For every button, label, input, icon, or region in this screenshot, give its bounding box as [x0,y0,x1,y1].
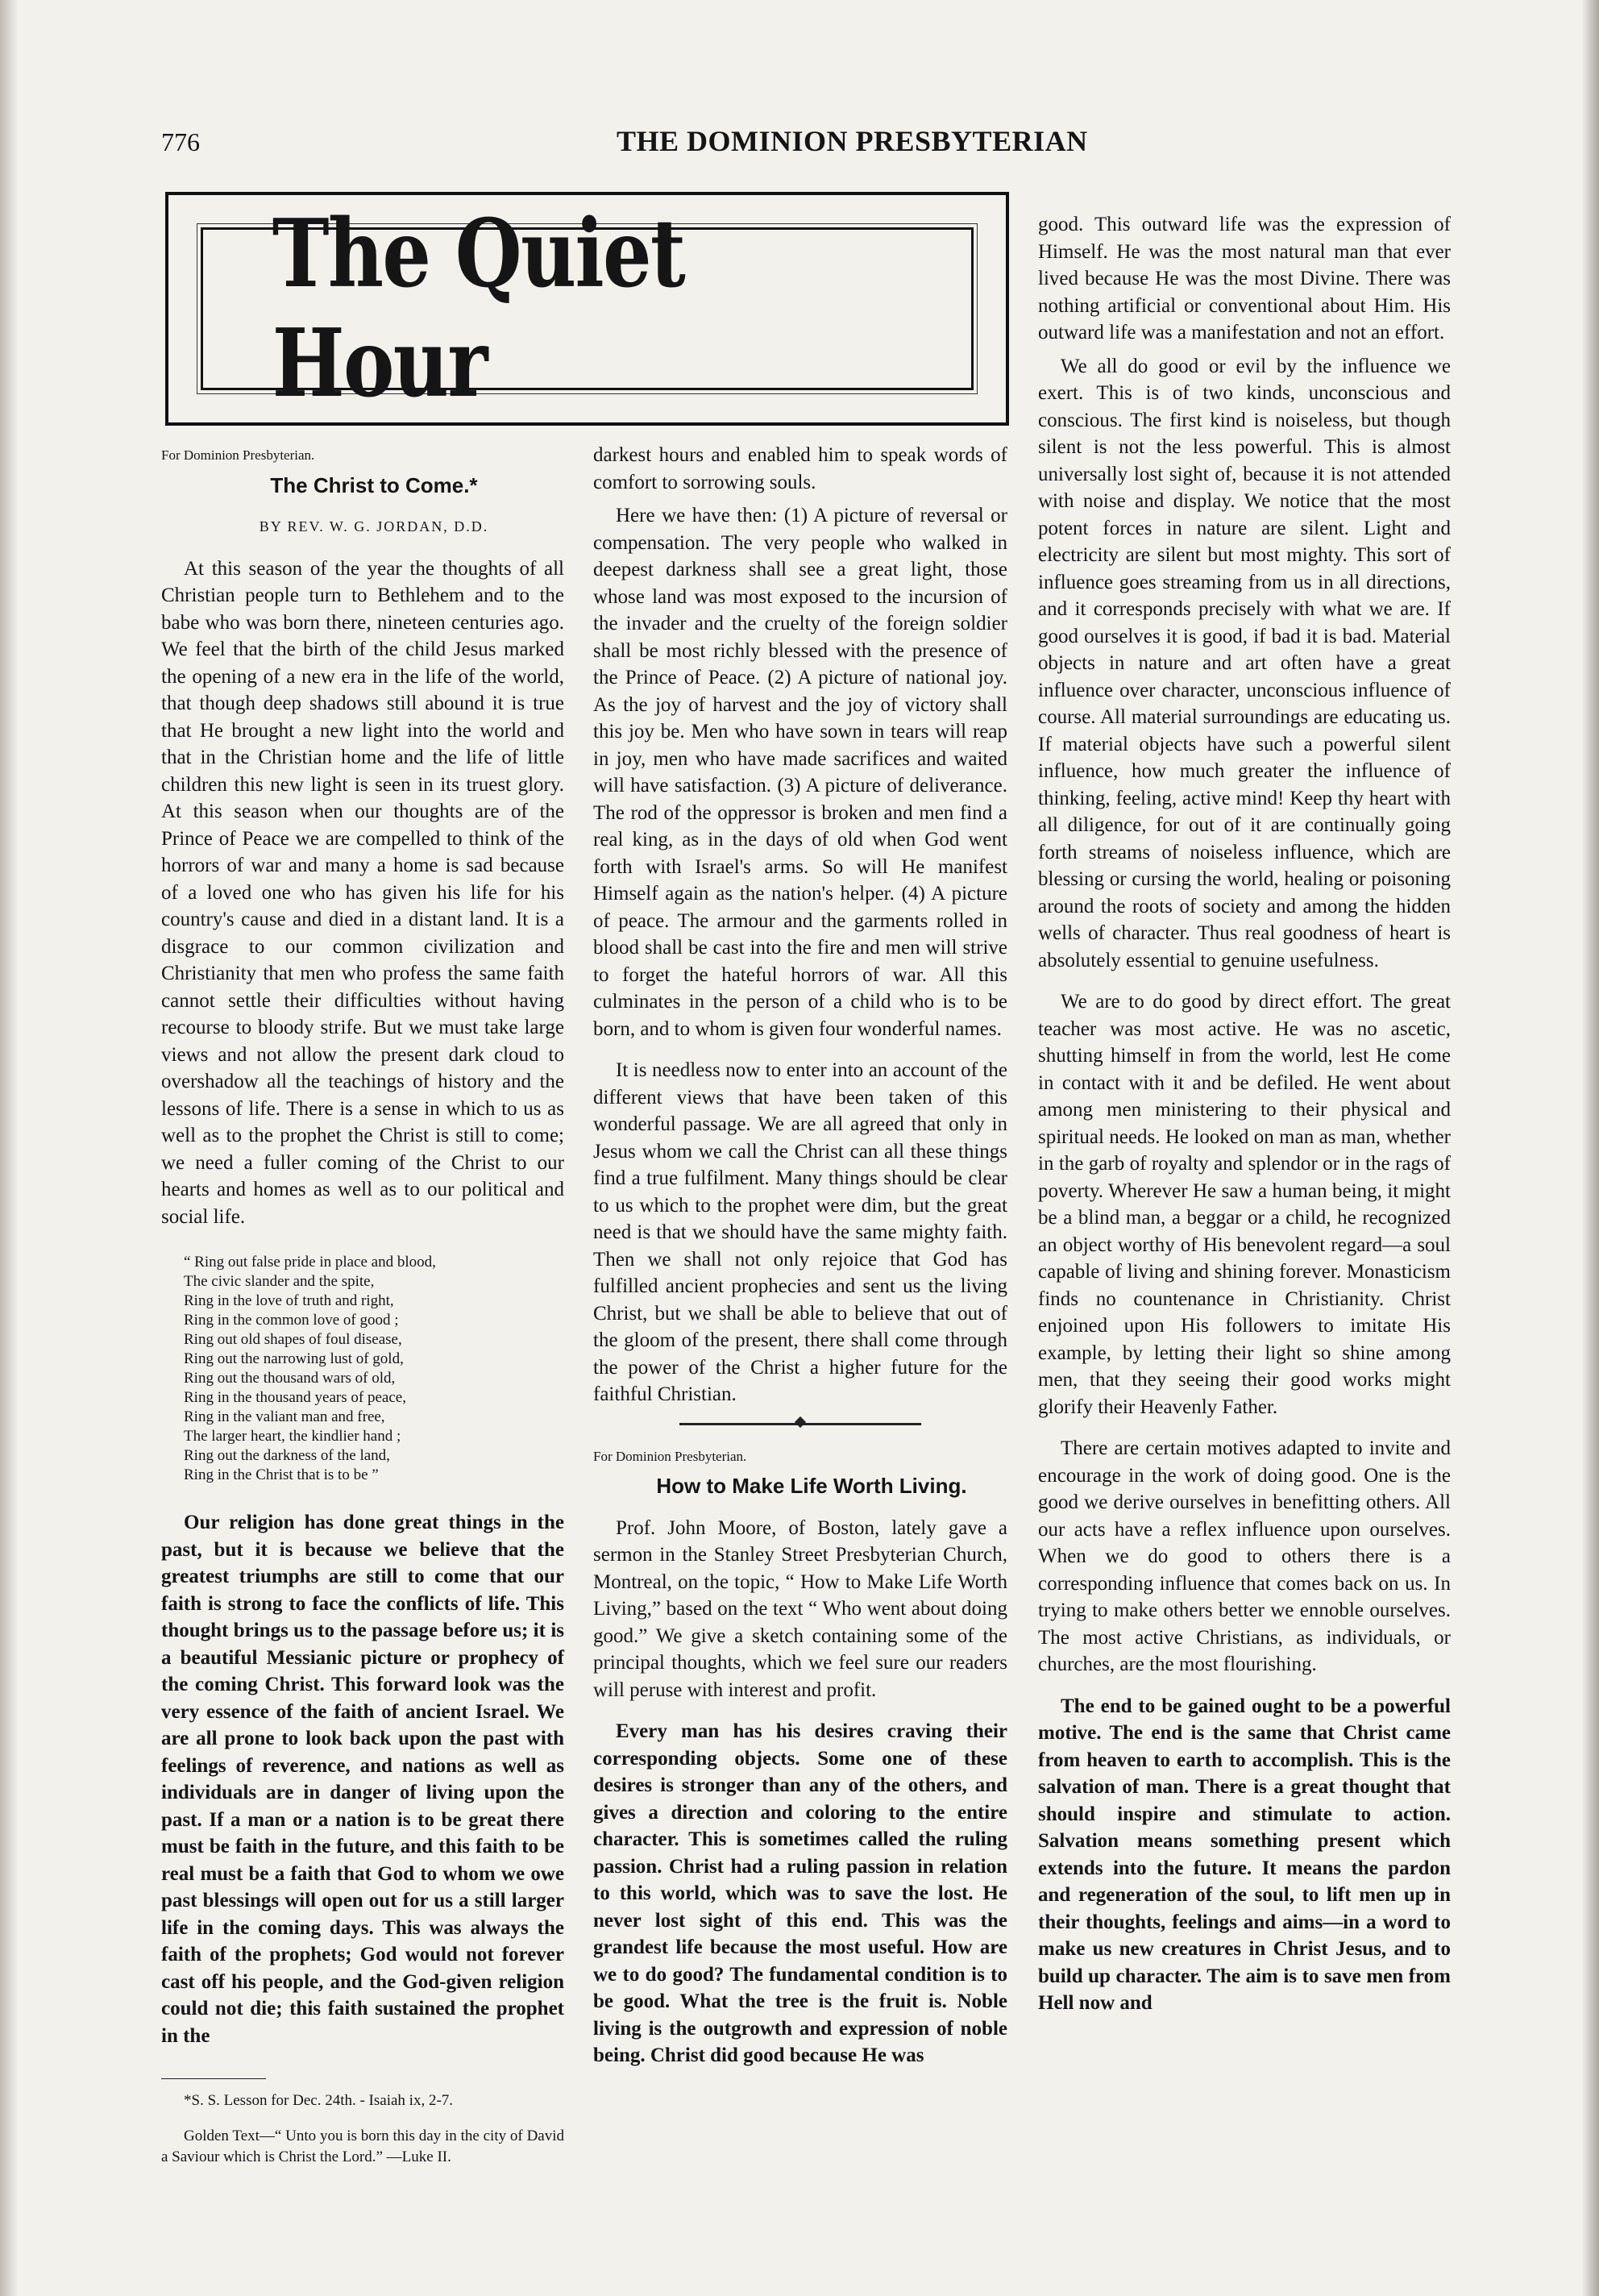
column-2 [593,442,1007,2084]
poem-line: The civic slander and the spite, [184,1273,375,1290]
poem-line: Ring in the love of truth and right, [184,1292,394,1309]
article2-credit: For Dominion Presbyterian. [593,1448,747,1464]
poem-line: Ring in the Christ that is to be ” [184,1466,379,1483]
poem-line: Ring in the common love of good ; [184,1312,399,1329]
article1-title: The Christ to Come.* [270,472,478,497]
poem-line: Ring out the thousand wars of old, [184,1370,396,1387]
poem-line: Ring in the valiant man and free, [184,1408,385,1425]
page-edge-left [0,0,18,2296]
article1-paragraph-2-continued: darkest hours and enabled him to speak words of comfort to sorrowing souls. [593,444,1007,493]
article-divider [679,1423,921,1425]
article1-footnote-1: *S. S. Lesson for Dec. 24th. - Isaiah ix, 2-7. [184,2092,454,2109]
running-head: THE DOMINION PRESBYTERIAN [617,125,1088,157]
article2-paragraph-2: Every man has his desires craving their corresponding objects. Some one of these desires is stronger than any of the others, and gives a direction and coloring to the entire character. This is sometimes called the ruling passion. Christ had a ruling passion in relation to this world, which was to save the lost. He never lost sight of this end. This was the grandest life because the most useful. How are we to do good? The fundamental condition is to be good. What the tree is the fruit is. Noble living is the outgrowth and expression of noble being. Christ did good because He was [593,1720,1007,2066]
article2-paragraph-1: Prof. John Moore, of Boston, lately gave a sermon in the Stanley Street Presbyterian Church, Montreal, on the topic, “ How to Make Life Worth Living,” based on the text “ Who went about doing good.” We give a sketch containing some of the principal thoughts, which we feel sure our readers will peruse with interest and profit. [593,1516,1007,1701]
article2-title: How to Make Life Worth Living. [656,1474,967,1498]
article2-paragraph-2-continued: good. This outward life was the expression of Himself. He was the most natural man that ever lived because He was the most Divine. There was nothing artificial or conventional about Him. His outward life was a manifestation and not an effort. [1038,214,1451,343]
article1-credit: For Dominion Presbyterian. [161,447,315,463]
article1-byline: BY REV. W. G. JORDAN, D.D. [259,518,489,534]
page-number: 776 [161,127,200,156]
poem-line: Ring in the thousand years of peace, [184,1389,406,1406]
banner-title: The Quiet Hour [272,199,685,418]
article2-paragraph-6: The end to be gained ought to be a powerful motive. The end is the same that Christ came from heaven to earth to accomplish. This is the salvation of man. There is a great thought that should inspire and stimulate to action. Salvation means something present which extends into the future. It means the pardon and regeneration of the soul, to lift men up in their thoughts, feelings and aims—in a word to make us new creatures in Christ Jesus, and to build up character. The aim is to save men from Hell now and [1038,1695,1451,2014]
poem-line: Ring out the narrowing lust of gold, [184,1350,404,1367]
article1-paragraph-1: At this season of the year the thoughts of all Christian people turn to Bethlehem and to the babe who was born there, nineteen centuries ago. We feel that the birth of the child Jesus marked the opening of a new era in the life of the world, that though deep shadows still abound it is true that He brought a new light into the world and that in the Christian home and the life of little children this new light is seen in its truest glory. At this season when our thoughts are of the Prince of Peace we are compelled to think of the horrors of war and many a home is sad because of a loved one who has given his life for his country's cause and died in a distant land. It is a disgrace to our common civilization and Christianity that men who profess the same faith cannot settle their difficulties without having recourse to bloody strife. But we must take large views and not allow the present dark cloud to overshadow all the teachings of history and the lessons of life. There is a sense in which to us as well as to the prophet the Christ is still to come; we need a fuller coming of the Christ to our hearts and homes as well as to our political and social life. [161,557,564,1228]
article1-paragraph-4: It is needless now to enter into an account of the different views that have been taken of this wonderful passage. We are all agreed that only in Jesus whom we call the Christ can all these things find a true fulfilment. Many things should be clear to us which to the prophet were dim, but the great need is that we should have the same mighty faith. Then we shall not only rejoice that God has fulfilled ancient prophecies and sent us the living Christ, but we shall be able to believe that out of the gloom of the present, there shall come through the power of the Christ a higher future for the faithful Christian. [593,1059,1007,1405]
poem-line: Ring out old shapes of foul disease, [184,1331,402,1348]
footnote-rule [161,2078,266,2090]
section-banner [165,192,1009,426]
column-3 [1038,211,1451,2032]
article2-paragraph-4: We are to do good by direct effort. The great teacher was most active. He was no ascetic, shutting himself in from the world, lest He come in contact with it and be defiled. He went about among men ministering to their physical and spiritual needs. He looked on man as man, whether in the garb of royalty and splendor or in the rags of poverty. Wherever He saw a human being, it might be a blind man, a beggar or a child, he recognized an object worthy of His benevolent regard—a soul capable of living and shining forever. Monasticism finds no countenance in Christianity. Christ enjoined upon His followers to imitate His example, by letting their light so shine among men, that they seeing their good works might glorify their Heavenly Father. [1038,991,1451,1418]
page-header [161,121,1451,161]
page-edge-right [1581,0,1599,2296]
poem-line: The larger heart, the kindlier hand ; [184,1428,401,1445]
article2-paragraph-5: There are certain motives adapted to invite and encourage in the work of doing good. One is the good we derive ourselves in benefitting others. All our acts have a reflex influence upon ourselves. When we do good to others there is a corresponding influence that comes back on us. In trying to make others better we ennoble ourselves. The most active Christians, as individuals, or churches, are the most flourishing. [1038,1437,1451,1675]
article1-paragraph-3: Here we have then: (1) A picture of reversal or compensation. The very people who walked in deepest darkness shall see a great light, those whose land was most exposed to the incursion of the invader and the cruelty of the foreign soldier shall be most richly blessed with the presence of the Prince of Peace. (2) A picture of national joy. As the joy of harvest and the joy of victory shall this joy be. Men who have sown in tears will reap in joy, men who have made sacrifices and waited will have satisfaction. (3) A picture of deliverance. The rod of the oppressor is broken and men find a real king, as in the days of old when God went forth with Israel's arms. So will He manifest Himself again as the nation's helper. (4) A picture of peace. The armour and the garments rolled in blood shall be cast into the fire and men will strive to forget the hateful horrors of war. All this culminates in the person of a child who is to be born, and to whom is given four wonderful names. [593,505,1007,1040]
article1-paragraph-2: Our religion has done great things in the past, but it is because we believe that the greatest triumphs are still to come that our faith is strong to face the conflicts of life. This thought brings us to the passage before us; it is a beautiful Messianic picture or prophecy of the coming Christ. This forward look was the very essence of the faith of ancient Israel. We are all prone to look back upon the past with feelings of reverence, and nations as well as individuals are in danger of living upon the past. If a man or a nation is to be great there must be faith in the future, and this faith to be real must be a faith that God to whom we owe past blessings will open out for us a still larger life in the coming days. This was always the faith of the prophets; God would not forever cast off his people, and the God-given religion could not die; this faith sustained the prophet in the [161,1512,564,2047]
poem-line: “ Ring out false pride in place and blood, [184,1254,436,1271]
column-1 [161,442,564,2182]
article1-poem [184,1253,564,1485]
article1-footnote-2: Golden Text—“ Unto you is born this day in the city of David a Saviour which is Christ the Lord.” —Luke II. [161,2128,564,2165]
article2-paragraph-3: We all do good or evil by the influence we exert. This is of two kinds, unconscious and conscious. The first kind is noiseless, but though silent is not the less powerful. This is almost universally lost sight of, because it is not attended with noise and display. We notice that the most potent forces in nature are silent. Light and electricity are silent but most mighty. This sort of influence goes streaming from us in all directions, and it corresponds precisely with what we are. If good ourselves it is good, if bad it is bad. Material objects in nature and art often have a great influence over character, unconscious influence of course. All material surroundings are educating us. If material objects have such a powerful silent influence, how much greater the influence of thinking, feeling, active mind! Keep thy heart with all diligence, for out of it are continually going forth streams of noiseless influence, which are blessing or cursing the world, healing or poisoning around the roots of society and among the hidden wells of character. Thus real goodness of heart is absolutely essential to genuine usefulness. [1038,355,1451,971]
banner-frame [201,199,974,418]
poem-line: Ring out the darkness of the land, [184,1447,390,1464]
